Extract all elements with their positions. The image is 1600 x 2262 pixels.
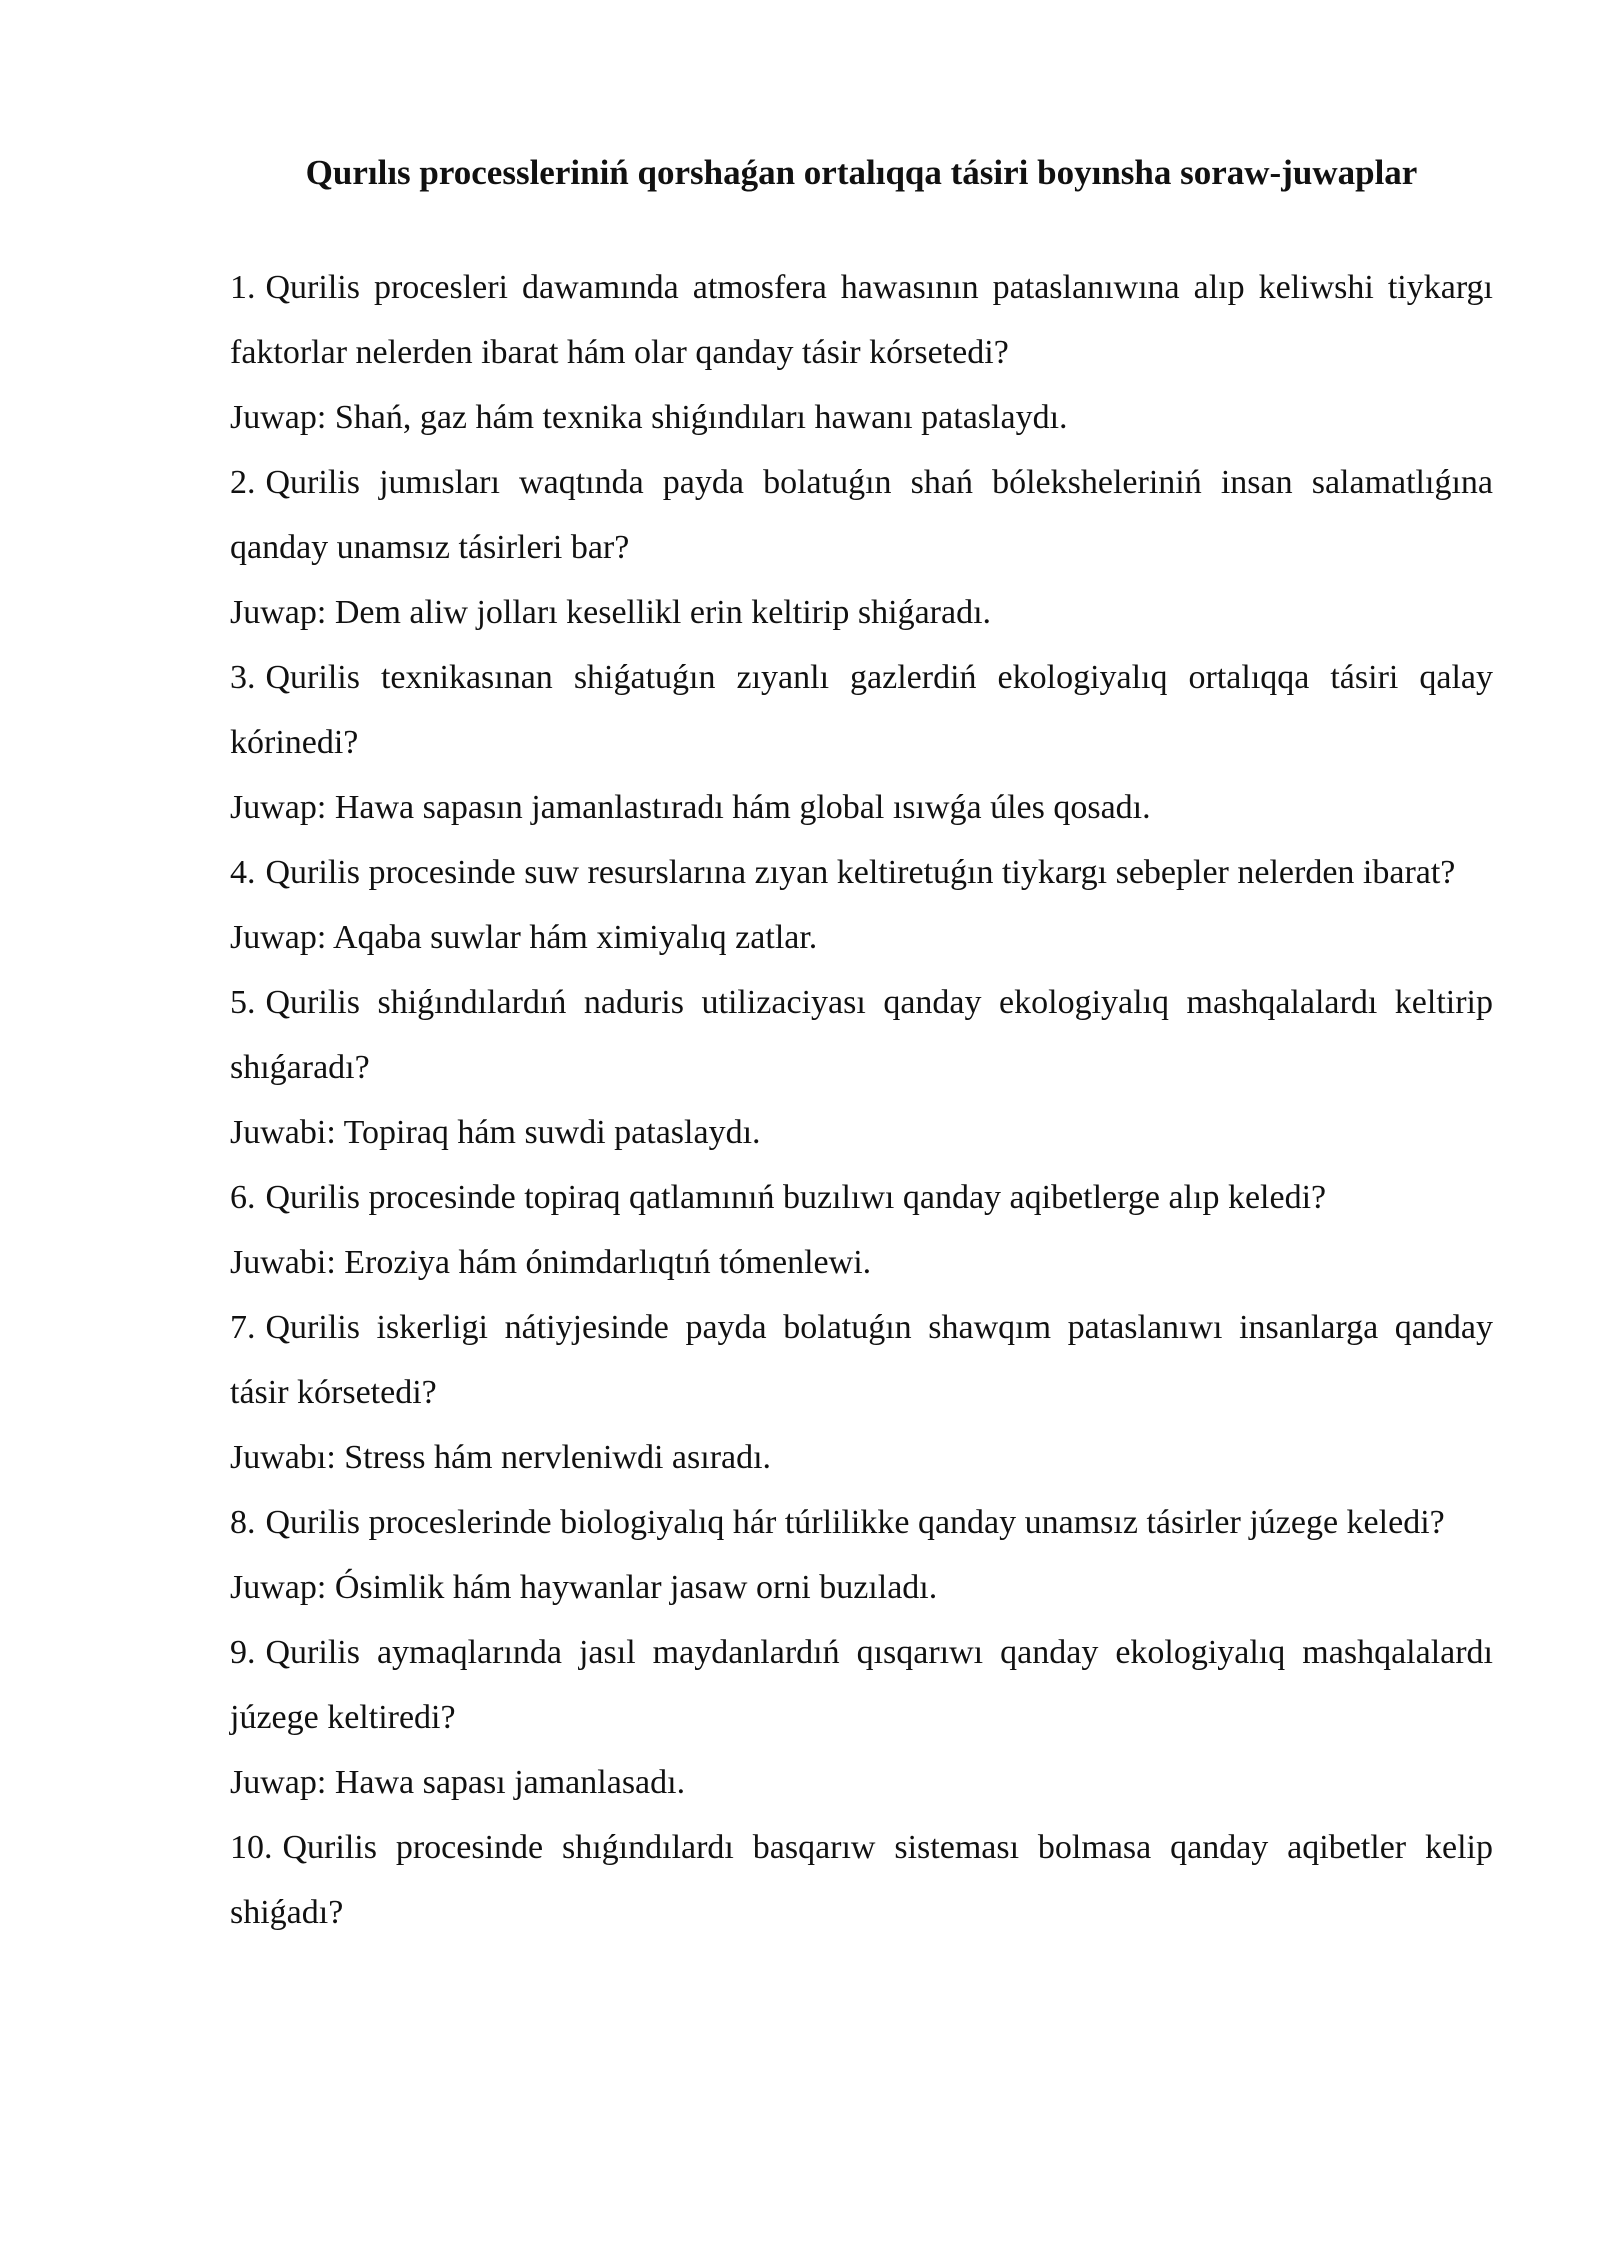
question-number: 2. (230, 464, 256, 501)
qa-item-1 (230, 255, 1493, 450)
answer: Juwap: Hawa sapası jamanlasadı. (230, 1764, 686, 1801)
qa-item-6 (230, 1165, 1493, 1295)
qa-item-2 (230, 450, 1493, 645)
question-text: Qurilis jumısları waqtında payda bolatuǵın shań bóleksheleriniń insan salamatlıǵına qanday unamsız tásirleri bar? (230, 464, 1493, 566)
question-text: Qurilis procesinde topiraq qatlamınıń buzılıwı qanday aqibetlerge alıp keledi? (265, 1179, 1327, 1216)
qa-item-3 (230, 645, 1493, 840)
answer: Juwap: Dem aliw jolları kesellikl erin keltirip shiǵaradı. (230, 594, 992, 631)
question-number: 8. (230, 1504, 256, 1541)
qa-item-9 (230, 1620, 1493, 1815)
qa-item-8 (230, 1490, 1493, 1620)
question (230, 970, 1493, 1100)
question-text: Qurilis aymaqlarında jasıl maydanlardıń qısqarıwı qanday ekologiyalıq mashqalalardı júzege keltiredi? (230, 1634, 1493, 1736)
question-number: 10. (230, 1829, 273, 1866)
question-text: Qurilis iskerligi nátiyjesinde payda bolatuǵın shawqım pataslanıwı insanlarga qanday tásir kórsetedi? (230, 1309, 1493, 1411)
answer: Juwabi: Topiraq hám suwdi pataslaydı. (230, 1114, 761, 1151)
answer: Juwap: Shań, gaz hám texnika shiǵındıları hawanı pataslaydı. (230, 399, 1068, 436)
qa-item-10 (230, 1815, 1493, 1945)
qa-item-5 (230, 970, 1493, 1165)
question (230, 645, 1493, 775)
question-number: 3. (230, 659, 256, 696)
qa-item-4 (230, 840, 1493, 970)
question-text: Qurilis procesinde suw resurslarına zıyan keltiretuǵın tiykargı sebepler nelerden ibarat? (265, 854, 1456, 891)
answer: Juwabi: Eroziya hám ónimdarlıqtıń tómenlewi. (230, 1244, 872, 1281)
question (230, 1490, 1493, 1555)
question (230, 1815, 1493, 1945)
question-text: Qurilis shiǵındılardıń naduris utilizaciyası qanday ekologiyalıq mashqalalardı keltirip shıǵaradı? (230, 984, 1493, 1086)
question-number: 5. (230, 984, 256, 1021)
document-title: Qurılıs processleriniń qorshaǵan ortalıqqa tásiri boyınsha soraw-juwaplar (305, 153, 1418, 192)
question-text: Qurilis proceslerinde biologiyalıq hár túrlilikke qanday unamsız tásirler júzege keledi? (265, 1504, 1445, 1541)
answer: Juwap: Ósimlik hám haywanlar jasaw orni buzıladı. (230, 1569, 938, 1606)
question (230, 840, 1493, 905)
question-number: 7. (230, 1309, 256, 1346)
question-number: 4. (230, 854, 256, 891)
document-body (230, 140, 1493, 1945)
question-number: 6. (230, 1179, 256, 1216)
question-number: 1. (230, 269, 256, 306)
question (230, 450, 1493, 580)
question (230, 1165, 1493, 1230)
answer: Juwap: Aqaba suwlar hám ximiyalıq zatlar. (230, 919, 818, 956)
question-text: Qurilis procesleri dawamında atmosfera hawasının pataslanıwına alıp keliwshi tiykargı faktorlar nelerden ibarat hám olar qanday tásir kórsetedi? (230, 269, 1493, 371)
question-number: 9. (230, 1634, 256, 1671)
question-text: Qurilis texnikasınan shiǵatuǵın zıyanlı gazlerdiń ekologiyalıq ortalıqqa tásiri qalay kórinedi? (230, 659, 1493, 761)
question-text: Qurilis procesinde shıǵındılardı basqarıw sisteması bolmasa qanday aqibetler kelip shiǵadı? (230, 1829, 1493, 1931)
qa-item-7 (230, 1295, 1493, 1490)
question (230, 1295, 1493, 1425)
question (230, 1620, 1493, 1750)
question (230, 255, 1493, 385)
answer: Juwap: Hawa sapasın jamanlastıradı hám global ısıwǵa úles qosadı. (230, 789, 1151, 826)
answer: Juwabı: Stress hám nervleniwdi asıradı. (230, 1439, 772, 1476)
